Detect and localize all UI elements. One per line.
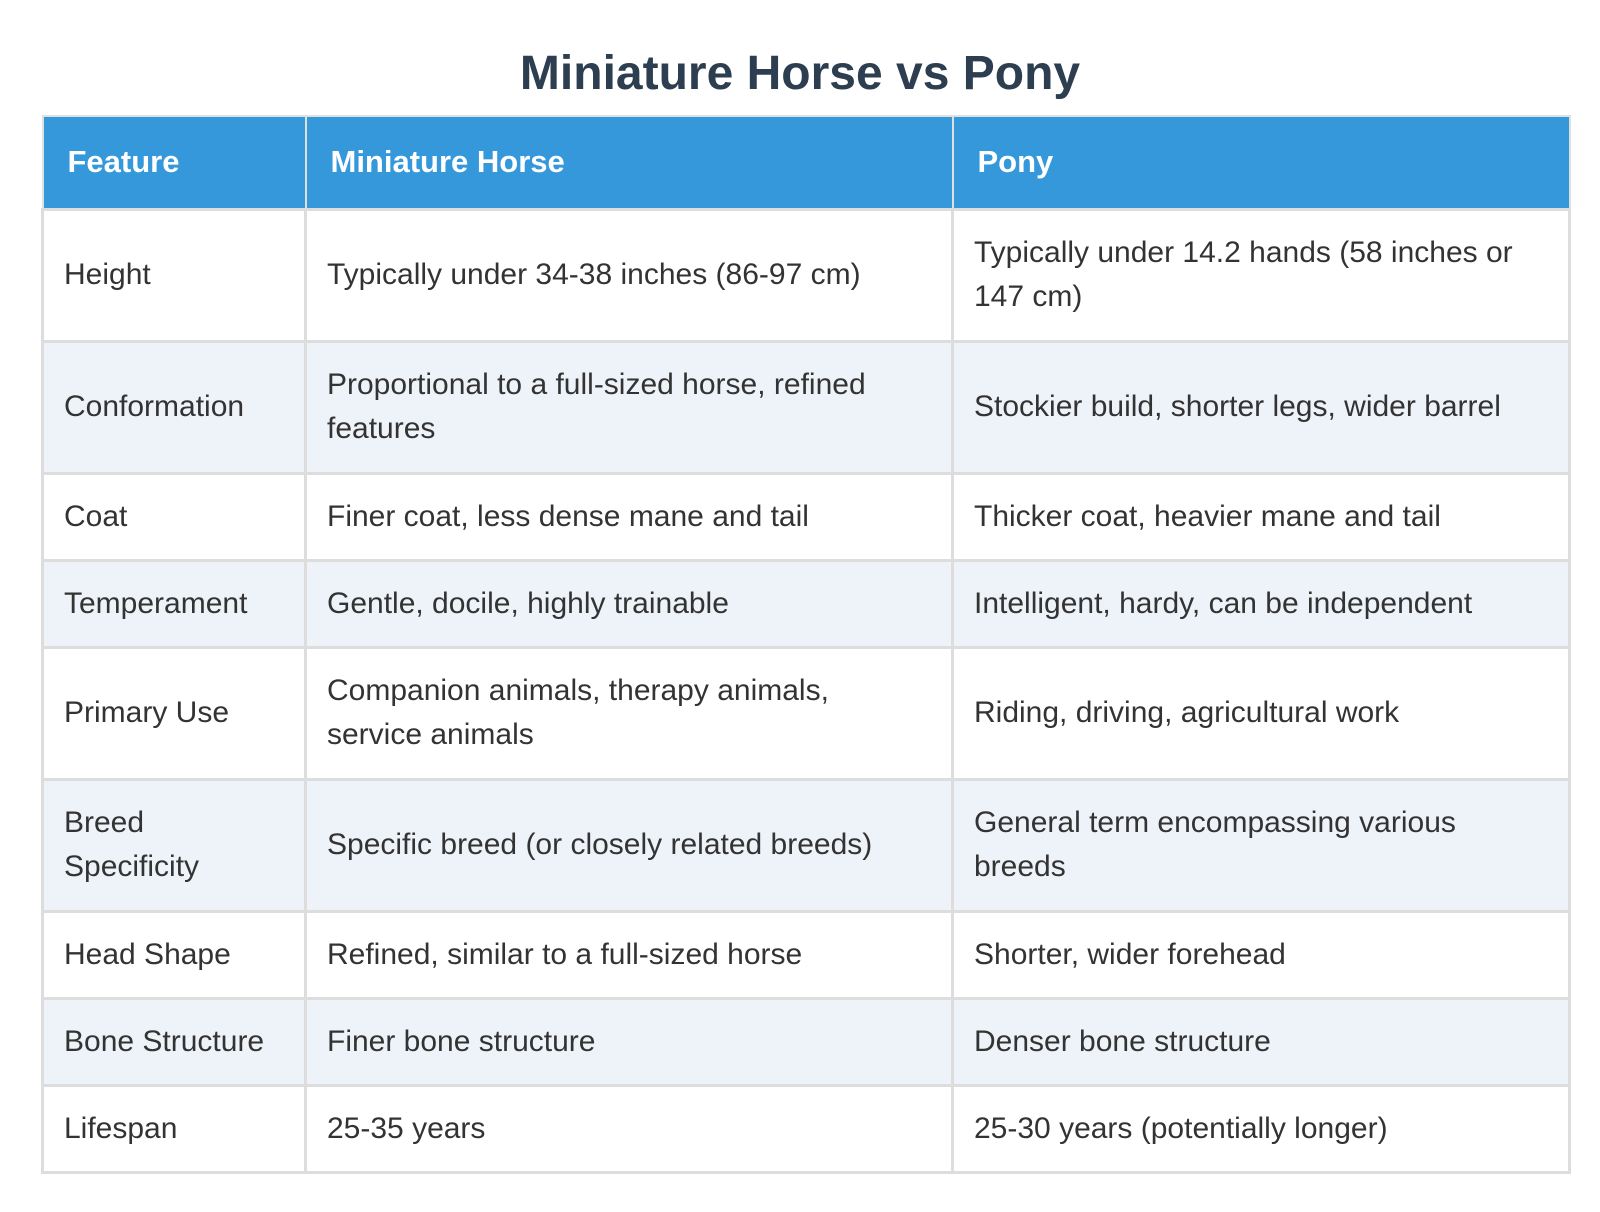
- feature-cell: Bone Structure: [43, 998, 306, 1085]
- pony-cell: Thicker coat, heavier mane and tail: [953, 473, 1570, 560]
- miniature-horse-cell: Typically under 34-38 inches (86-97 cm): [306, 209, 953, 341]
- header-miniature-horse: Miniature Horse: [306, 116, 953, 209]
- feature-cell: Height: [43, 209, 306, 341]
- table-row: [43, 473, 1570, 560]
- feature-cell: Breed Specificity: [43, 779, 306, 911]
- table-row: [43, 998, 1570, 1085]
- miniature-horse-cell: Companion animals, therapy animals, service animals: [306, 647, 953, 779]
- pony-cell: Shorter, wider forehead: [953, 911, 1570, 998]
- table-row: [43, 911, 1570, 998]
- feature-cell: Lifespan: [43, 1085, 306, 1172]
- miniature-horse-cell: Finer bone structure: [306, 998, 953, 1085]
- feature-cell: Coat: [43, 473, 306, 560]
- miniature-horse-cell: Finer coat, less dense mane and tail: [306, 473, 953, 560]
- feature-cell: Primary Use: [43, 647, 306, 779]
- page-title: Miniature Horse vs Pony: [519, 47, 1081, 100]
- pony-cell: Stockier build, shorter legs, wider barrel: [953, 341, 1570, 473]
- table-row: [43, 209, 1570, 341]
- miniature-horse-cell: Specific breed (or closely related breeds): [306, 779, 953, 911]
- miniature-horse-cell: Gentle, docile, highly trainable: [306, 560, 953, 647]
- feature-cell: Conformation: [43, 341, 306, 473]
- pony-cell: Typically under 14.2 hands (58 inches or 147 cm): [953, 209, 1570, 341]
- header-row: [43, 116, 1570, 209]
- miniature-horse-cell: Proportional to a full-sized horse, refined features: [306, 341, 953, 473]
- pony-cell: General term encompassing various breeds: [953, 779, 1570, 911]
- miniature-horse-cell: 25-35 years: [306, 1085, 953, 1172]
- pony-cell: 25-30 years (potentially longer): [953, 1085, 1570, 1172]
- table-row: [43, 779, 1570, 911]
- table-row: [43, 560, 1570, 647]
- table-row: [43, 647, 1570, 779]
- comparison-table: [41, 115, 1571, 1174]
- miniature-horse-cell: Refined, similar to a full-sized horse: [306, 911, 953, 998]
- feature-cell: Temperament: [43, 560, 306, 647]
- header-feature: Feature: [43, 116, 306, 209]
- pony-cell: Denser bone structure: [953, 998, 1570, 1085]
- pony-cell: Intelligent, hardy, can be independent: [953, 560, 1570, 647]
- table-row: [43, 341, 1570, 473]
- feature-cell: Head Shape: [43, 911, 306, 998]
- pony-cell: Riding, driving, agricultural work: [953, 647, 1570, 779]
- header-pony: Pony: [953, 116, 1570, 209]
- table-row: [43, 1085, 1570, 1172]
